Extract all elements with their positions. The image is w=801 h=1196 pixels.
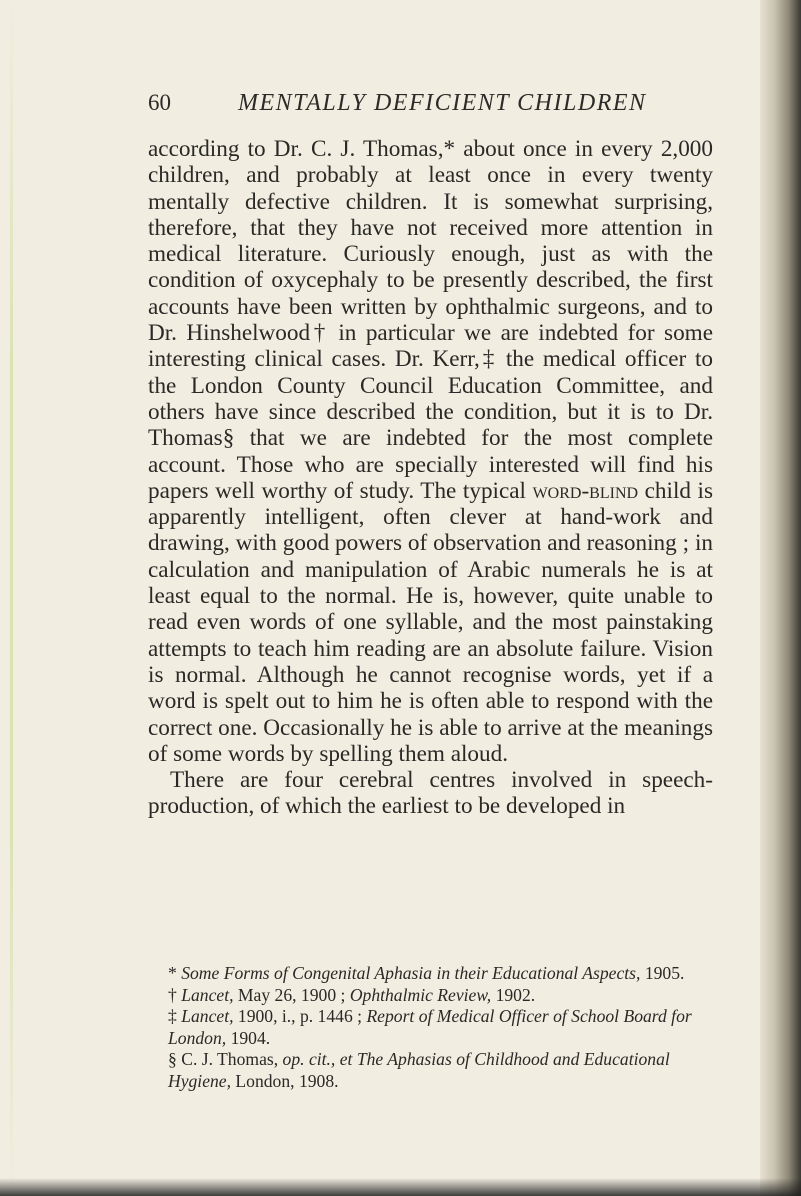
footnote-2-date: May 26, 1900 ;	[233, 984, 350, 1005]
footnote-1-mark: *	[168, 963, 182, 983]
footnote-2-source-a: Lancet,	[181, 984, 234, 1005]
footnotes	[148, 963, 713, 1092]
footnote-3-ref: 1900, i., p. 1446 ;	[233, 1006, 367, 1026]
paragraph-1	[148, 136, 713, 767]
bottom-edge-shadow	[0, 1178, 801, 1196]
paragraph-1-part-b: child is apparently intelligent, often clever at hand-work and drawing, with good powers of observation and reasoning ; in calculation and manipulation of Arabic numerals he is at least equal to the normal. He is, however, quite unable to read even words of one syllable, and the most painstaking attempts to teach him reading are an absolute failure. Vision is normal. Although he cannot recognise words, yet if a word is spelt out to him he is often able to respond with the correct one. Occasionally he is able to arrive at the meanings of some words by spelling them aloud.	[148, 477, 713, 767]
footnote-2-year: 1902.	[491, 984, 536, 1005]
footnote-4-mark: §	[168, 1049, 182, 1069]
footnote-4-title: op. cit., et The Aphasias of Childhood and Educational Hygiene,	[168, 1049, 670, 1091]
footnote-3-source-b: Report of Medical Officer of School Board for London,	[168, 1006, 692, 1048]
footnote-1-rest: 1905.	[640, 963, 685, 983]
footnote-3-source-a: Lancet,	[181, 1006, 234, 1026]
paragraph-1-part-a: according to Dr. C. J. Thomas,* about once in every 2,000 children, and probably at least once in every twenty mentally defective children. It is somewhat surprising, therefore, that they have not received more attention in medical literature. Curiously enough, just as with the condition of oxycephaly to be presently described, the first accounts have been written by ophthalmic surgeons, and to Dr. Hinshelwood† in particular we are indebted for some interesting clinical cases. Dr. Kerr,‡ the medical officer to the London County Council Education Committee, and others have since described the condition, but it is to Dr. Thomas§ that we are indebted for the most complete account. Those who are specially interested will find his papers well worthy of study. The typical	[148, 136, 713, 504]
margin-mark	[10, 0, 13, 1196]
footnote-4	[148, 1049, 713, 1092]
page-header	[148, 90, 713, 126]
body-text	[148, 136, 713, 820]
footnote-2-source-b: Ophthalmic Review,	[349, 984, 492, 1005]
book-spine-shadow	[760, 0, 801, 1196]
footnote-1	[148, 963, 713, 985]
footnote-4-pub: London, 1908.	[231, 1070, 339, 1091]
footnote-2-mark: †	[168, 984, 182, 1005]
word-blind-term: word-blind	[532, 477, 639, 504]
footnote-3-year: 1904.	[226, 1027, 271, 1048]
footnote-3	[148, 1006, 713, 1049]
page-number: 60	[148, 90, 171, 115]
footnote-1-title: Some Forms of Congenital Aphasia in their Educational Aspects,	[181, 963, 641, 983]
footnote-3-mark: ‡	[168, 1006, 182, 1026]
paragraph-2: There are four cerebral centres involved in speech-production, of which the earliest to be developed in	[148, 767, 713, 820]
footnote-2	[148, 985, 713, 1007]
running-head: MENTALLY DEFICIENT CHILDREN	[238, 90, 647, 116]
footnote-4-author: C. J. Thomas,	[181, 1049, 283, 1069]
